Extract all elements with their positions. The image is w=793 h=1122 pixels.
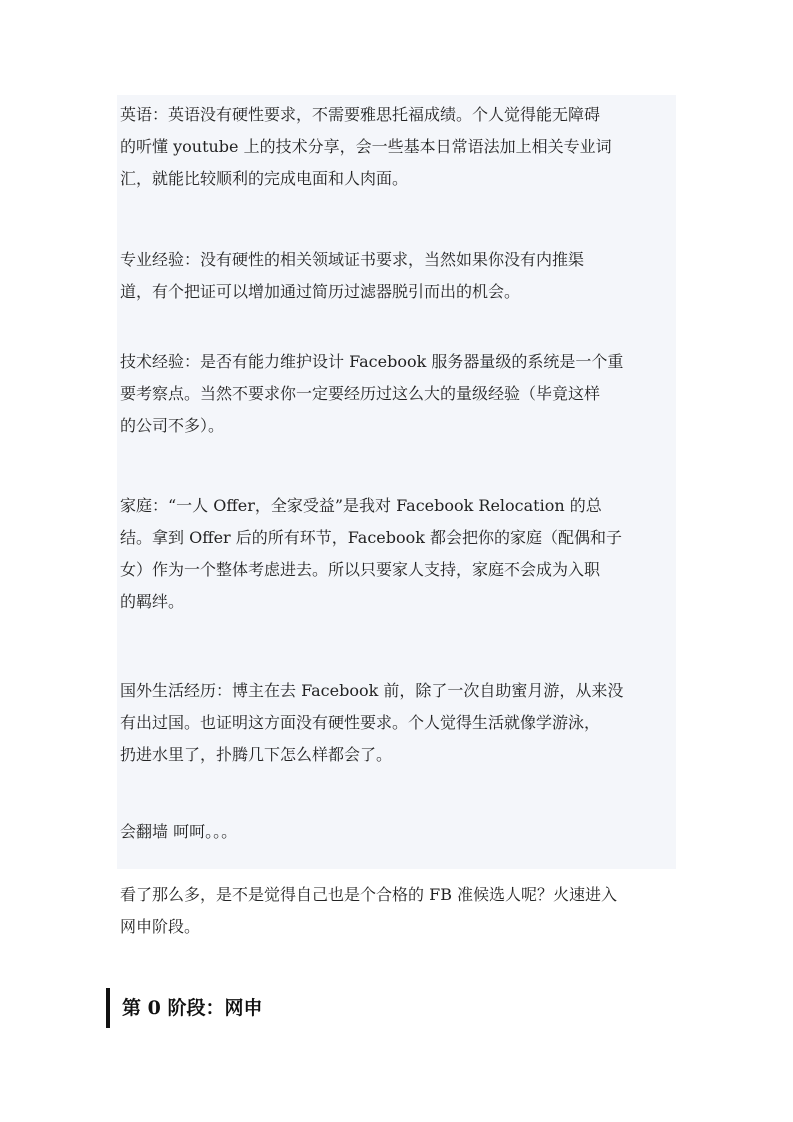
text-line: 看了那么多，是不是觉得自己也是个合格的 FB 准候选人呢？火速进入: [120, 885, 618, 904]
paragraph-transition: [120, 879, 672, 943]
text-line: 女）作为一个整体考虑进去。所以只要家人支持，家庭不会成为入职: [120, 560, 601, 579]
text-line: 扔进水里了，扑腾几下怎么样都会了。: [120, 745, 393, 764]
text-line: 家庭：“一人 Offer，全家受益”是我对 Facebook Relocation 的总: [120, 496, 602, 515]
text-line: 有出过国。也证明这方面没有硬性要求。个人觉得生活就像学游泳，: [120, 713, 601, 732]
paragraph-overseas-experience: [120, 675, 672, 771]
section-heading: 第 0 阶段：网申: [106, 988, 262, 1028]
paragraph-technical-experience: [120, 346, 672, 442]
paragraph-family: [120, 490, 672, 618]
text-line: 会翻墙 呵呵。。。: [120, 822, 238, 841]
paragraph-professional-experience: [120, 244, 672, 308]
text-line: 道，有个把证可以增加通过简历过滤器脱引而出的机会。: [120, 282, 521, 301]
text-line: 专业经验：没有硬性的相关领域证书要求，当然如果你没有内推渠: [120, 250, 585, 269]
text-line: 的听懂 youtube 上的技术分享，会一些基本日常语法加上相关专业词: [120, 137, 612, 156]
text-line: 网申阶段。: [120, 917, 201, 936]
paragraph-vpn: [120, 816, 672, 848]
text-line: 英语：英语没有硬性要求，不需要雅思托福成绩。个人觉得能无障碍: [120, 105, 601, 124]
text-line: 结。拿到 Offer 后的所有环节，Facebook 都会把你的家庭（配偶和子: [120, 528, 623, 547]
text-line: 的羁绊。: [120, 592, 185, 611]
text-line: 的公司不多）。: [120, 416, 225, 435]
text-line: 国外生活经历：博主在去 Facebook 前，除了一次自助蜜月游，从来没: [120, 681, 624, 700]
text-line: 要考察点。当然不要求你一定要经历过这么大的量级经验（毕竟这样: [120, 384, 601, 403]
text-line: 技术经验：是否有能力维护设计 Facebook 服务器量级的系统是一个重: [120, 352, 624, 371]
paragraph-english: [120, 99, 672, 195]
text-line: 汇，就能比较顺利的完成电面和人肉面。: [120, 169, 409, 188]
